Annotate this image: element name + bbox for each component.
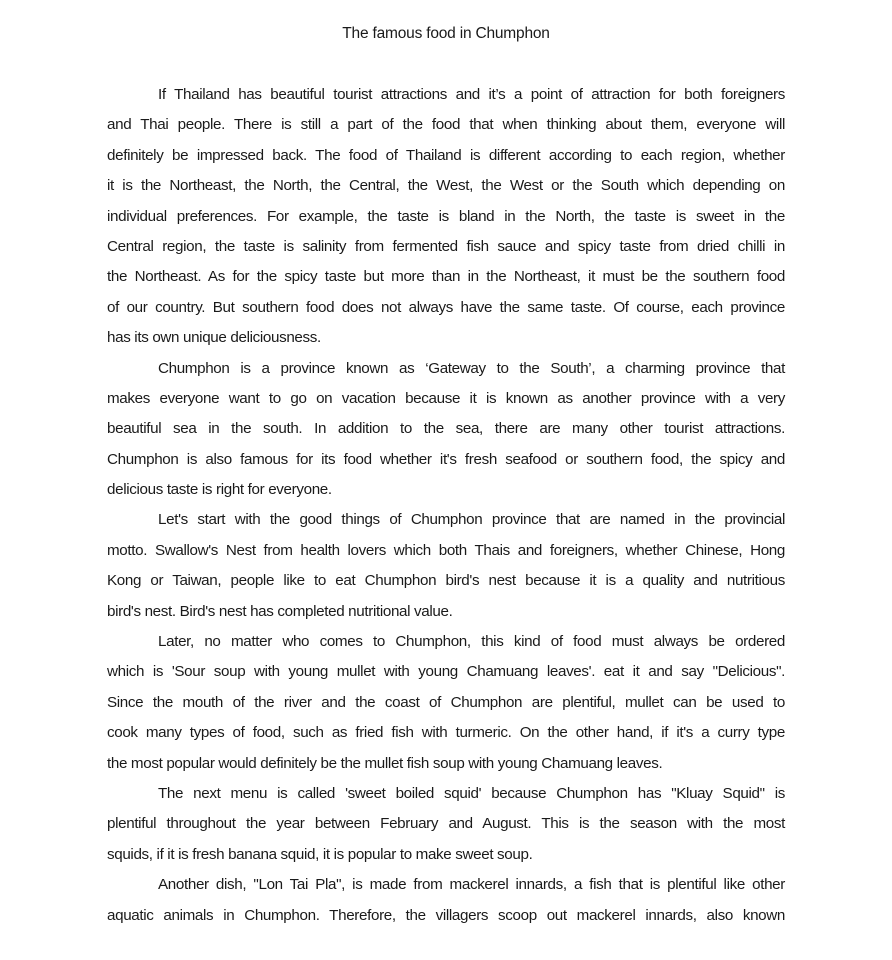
text-line <box>107 175 785 205</box>
text-line-content: individual preferences. For example, the taste is bland in the North, the taste is sweet in the <box>107 207 785 225</box>
text-line-content: Central region, the taste is salinity from fermented fish sauce and spicy taste from dried chilli in <box>107 237 785 255</box>
paragraph <box>107 783 785 874</box>
text-line-content: aquatic animals in Chumphon. Therefore, the villagers scoop out mackerel innards, also known <box>107 906 785 924</box>
text-line <box>107 509 785 539</box>
paragraph <box>107 874 785 935</box>
text-line-content: Later, no matter who comes to Chumphon, this kind of food must always be ordered <box>158 633 785 651</box>
paragraph <box>107 509 785 631</box>
text-line <box>107 449 785 479</box>
text-line-content: squids, if it is fresh banana squid, it is popular to make sweet soup. <box>107 845 533 863</box>
paragraph <box>107 84 785 358</box>
text-line <box>107 206 785 236</box>
paragraph <box>107 358 785 510</box>
text-line-content: bird's nest. Bird's nest has completed nutritional value. <box>107 602 453 620</box>
text-line <box>107 692 785 722</box>
text-line-content: the Northeast. As for the spicy taste but more than in the Northeast, it must be the southern food <box>107 268 785 286</box>
text-line <box>107 236 785 266</box>
text-line <box>107 145 785 175</box>
text-line <box>107 813 785 843</box>
text-line <box>107 84 785 114</box>
text-line-content: Chumphon is also famous for its food whether it's fresh seafood or southern food, the spicy and <box>107 450 785 468</box>
text-line-content: definitely be impressed back. The food of Thailand is different according to each region, whether <box>107 146 785 164</box>
text-line <box>107 722 785 752</box>
text-line <box>107 661 785 691</box>
document-title: The famous food in Chumphon <box>342 25 550 42</box>
text-line <box>107 297 785 327</box>
text-line <box>107 479 785 509</box>
text-line-content: motto. Swallow's Nest from health lovers which both Thais and foreigners, whether Chinese, Hong <box>107 541 785 559</box>
text-line <box>107 418 785 448</box>
text-line <box>107 753 785 783</box>
text-line <box>107 844 785 874</box>
text-line-content: Since the mouth of the river and the coast of Chumphon are plentiful, mullet can be used to <box>107 693 785 711</box>
text-line <box>107 388 785 418</box>
text-line-content: makes everyone want to go on vacation because it is known as another province with a very <box>107 389 785 407</box>
document-body <box>107 84 785 935</box>
text-line <box>107 601 785 631</box>
text-line-content: delicious taste is right for everyone. <box>107 481 332 499</box>
text-line <box>107 905 785 935</box>
paragraph <box>107 631 785 783</box>
text-line-content: plentiful throughout the year between February and August. This is the season with the most <box>107 815 785 833</box>
text-line <box>107 540 785 570</box>
text-line-content: has its own unique deliciousness. <box>107 329 321 347</box>
text-line-content: The next menu is called 'sweet boiled squid' because Chumphon has "Kluay Squid" is <box>158 784 785 802</box>
text-line-content: cook many types of food, such as fried fish with turmeric. On the other hand, if it's a curry type <box>107 724 785 742</box>
text-line <box>107 114 785 144</box>
text-line <box>107 358 785 388</box>
text-line-content: which is 'Sour soup with young mullet with young Chamuang leaves'. eat it and say "Delicious". <box>107 663 785 681</box>
text-line-content: the most popular would definitely be the mullet fish soup with young Chamuang leaves. <box>107 754 663 772</box>
text-line-content: Let's start with the good things of Chumphon province that are named in the provincial <box>158 511 785 529</box>
text-line-content: beautiful sea in the south. In addition to the sea, there are many other tourist attractions. <box>107 420 785 438</box>
text-line <box>107 266 785 296</box>
text-line <box>107 327 785 357</box>
text-line-content: If Thailand has beautiful tourist attractions and it’s a point of attraction for both foreigners <box>158 86 785 103</box>
text-line-content: Another dish, "Lon Tai Pla", is made from mackerel innards, a fish that is plentiful like other <box>158 876 785 894</box>
text-line <box>107 570 785 600</box>
text-line-content: Kong or Taiwan, people like to eat Chumphon bird's nest because it is a quality and nutritious <box>107 572 785 590</box>
text-line <box>107 631 785 661</box>
text-line-content: of our country. But southern food does not always have the same taste. Of course, each province <box>107 298 785 316</box>
text-line <box>107 874 785 904</box>
text-line-content: and Thai people. There is still a part of the food that when thinking about them, everyone will <box>107 116 785 134</box>
text-line-content: Chumphon is a province known as ‘Gateway to the South’, a charming province that <box>158 359 785 377</box>
text-line <box>107 783 785 813</box>
text-line-content: it is the Northeast, the North, the Central, the West, the West or the South which depending on <box>107 177 785 195</box>
